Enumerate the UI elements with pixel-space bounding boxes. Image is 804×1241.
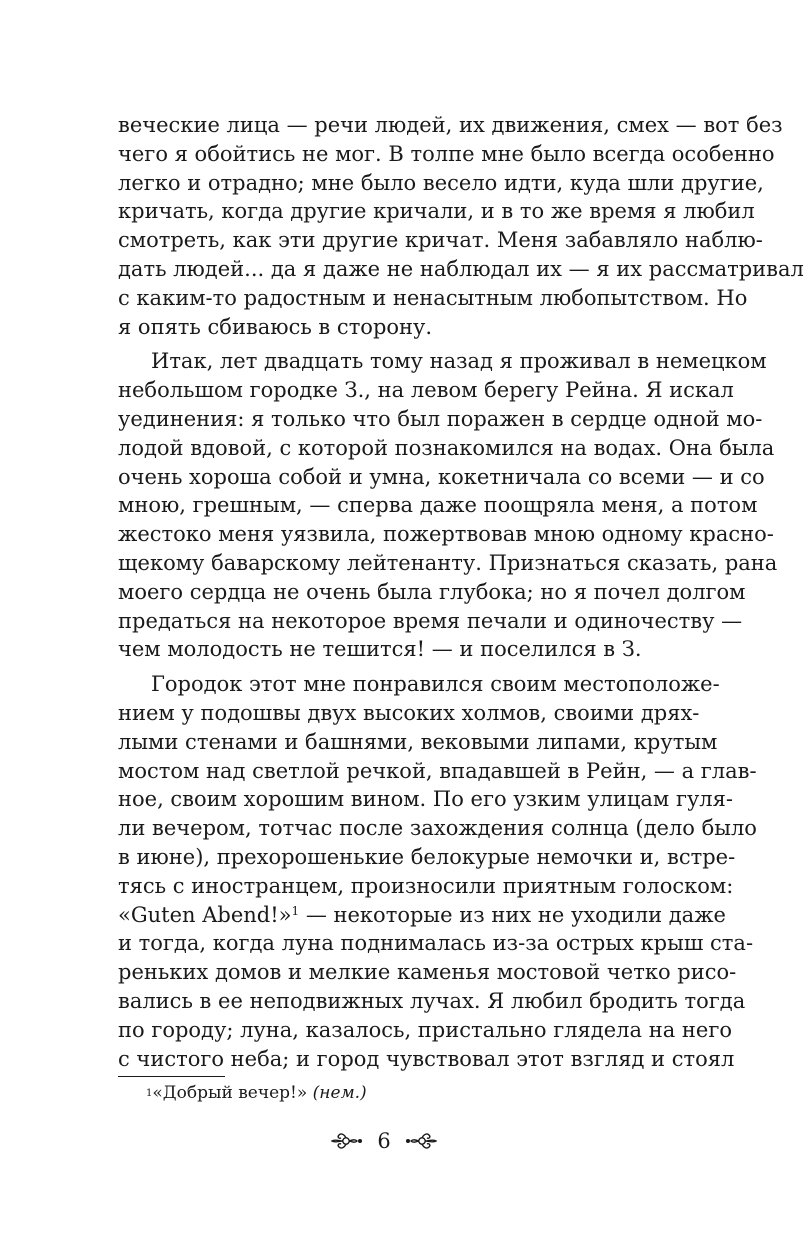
text-line: чего я обойтись не мог. В толпе мне было всегда особенно xyxy=(118,141,775,166)
fleuron-right-icon xyxy=(405,1130,439,1152)
text-line: чем молодость не тешится! — и поселился в З. xyxy=(118,637,642,662)
footnote-language: (нем.) xyxy=(312,1083,367,1103)
text-line: нием у подошвы двух высоких холмов, своими дрях- xyxy=(118,700,700,725)
text-line: предаться на некоторое время печали и одиночеству — xyxy=(118,608,743,633)
text-line: и тогда, когда луна поднималась из-за острых крыш ста- xyxy=(118,931,754,956)
text-line: уединения: я только что был поражен в сердце одной мо- xyxy=(118,406,763,431)
text-line: ли вечером, тотчас после захождения солнца (дело было xyxy=(118,816,757,841)
footnote-marker: 1 xyxy=(146,1088,153,1099)
paragraph-1 xyxy=(118,111,804,341)
text-line: щекому баварскому лейтенанту. Признаться сказать, рана xyxy=(118,550,778,575)
line-continuation: — некоторые из них не уходили даже xyxy=(299,902,726,927)
text-line-with-footnote xyxy=(118,901,726,930)
foreign-phrase: «Guten Abend!» xyxy=(118,902,292,927)
footnote xyxy=(146,1082,367,1104)
text-line: реньких домов и мелкие каменья мостовой четко рисо- xyxy=(118,960,737,985)
text-line: жестоко меня уязвила, пожертвовав мною одному красно- xyxy=(118,522,774,547)
page-number-row xyxy=(0,1124,768,1158)
text-line: мною, грешным, — сперва даже поощряла меня, а потом xyxy=(118,493,758,518)
footnote-reference[interactable]: 1 xyxy=(291,903,300,918)
text-line: дать людей... да я даже не наблюдал их — я их рассматривал xyxy=(118,256,804,281)
text-line: мостом над светлой речкой, впадавшей в Рейн, — а глав- xyxy=(118,758,757,783)
text-line: по городу; луна, казалось, пристально глядела на него xyxy=(118,1017,732,1042)
text-line: с чистого неба; и город чувствовал этот взгляд и стоял xyxy=(118,1046,735,1071)
footnote-divider xyxy=(118,1076,225,1077)
body-text xyxy=(118,111,804,1073)
text-line: Городок этот мне понравился своим местоположе- xyxy=(151,672,720,697)
fleuron-left-icon xyxy=(329,1130,363,1152)
text-line: лыми стенами и башнями, вековыми липами, крутым xyxy=(118,729,718,754)
text-line: моего сердца не очень была глубока; но я почел долгом xyxy=(118,579,746,604)
text-line: тясь с иностранцем, произносили приятным голоском: xyxy=(118,873,734,898)
text-line: небольшом городке З., на левом берегу Рейна. Я искал xyxy=(118,378,734,403)
text-line: кричать, когда другие кричали, и в то же время я любил xyxy=(118,199,755,224)
text-line: я опять сбиваюсь в сторону. xyxy=(118,314,433,339)
text-line: Итак, лет двадцать тому назад я проживал в немецком xyxy=(151,349,767,374)
text-line: в июне), прехорошенькие белокурые немочки и, встре- xyxy=(118,844,736,869)
page-number: 6 xyxy=(377,1129,391,1153)
text-line: с каким-то радостным и ненасытным любопытством. Но xyxy=(118,285,748,310)
text-line: веческие лица — речи людей, их движения, смех — вот без xyxy=(118,113,783,137)
paragraph-3 xyxy=(118,670,757,1073)
footnote-text: «Добрый вечер!» xyxy=(152,1083,313,1103)
text-line: вались в ее неподвижных лучах. Я любил бродить тогда xyxy=(118,988,746,1013)
text-line: лодой вдовой, с которой познакомился на водах. Она была xyxy=(118,435,775,460)
text-line: ное, своим хорошим вином. По его узким улицам гуля- xyxy=(118,787,733,812)
paragraph-2 xyxy=(118,347,778,664)
text-line: смотреть, как эти другие кричат. Меня забавляло наблю- xyxy=(118,228,763,253)
text-line: очень хороша собой и умна, кокетничала со всеми — и со xyxy=(118,464,765,489)
text-line: легко и отрадно; мне было весело идти, куда шли другие, xyxy=(118,170,764,195)
